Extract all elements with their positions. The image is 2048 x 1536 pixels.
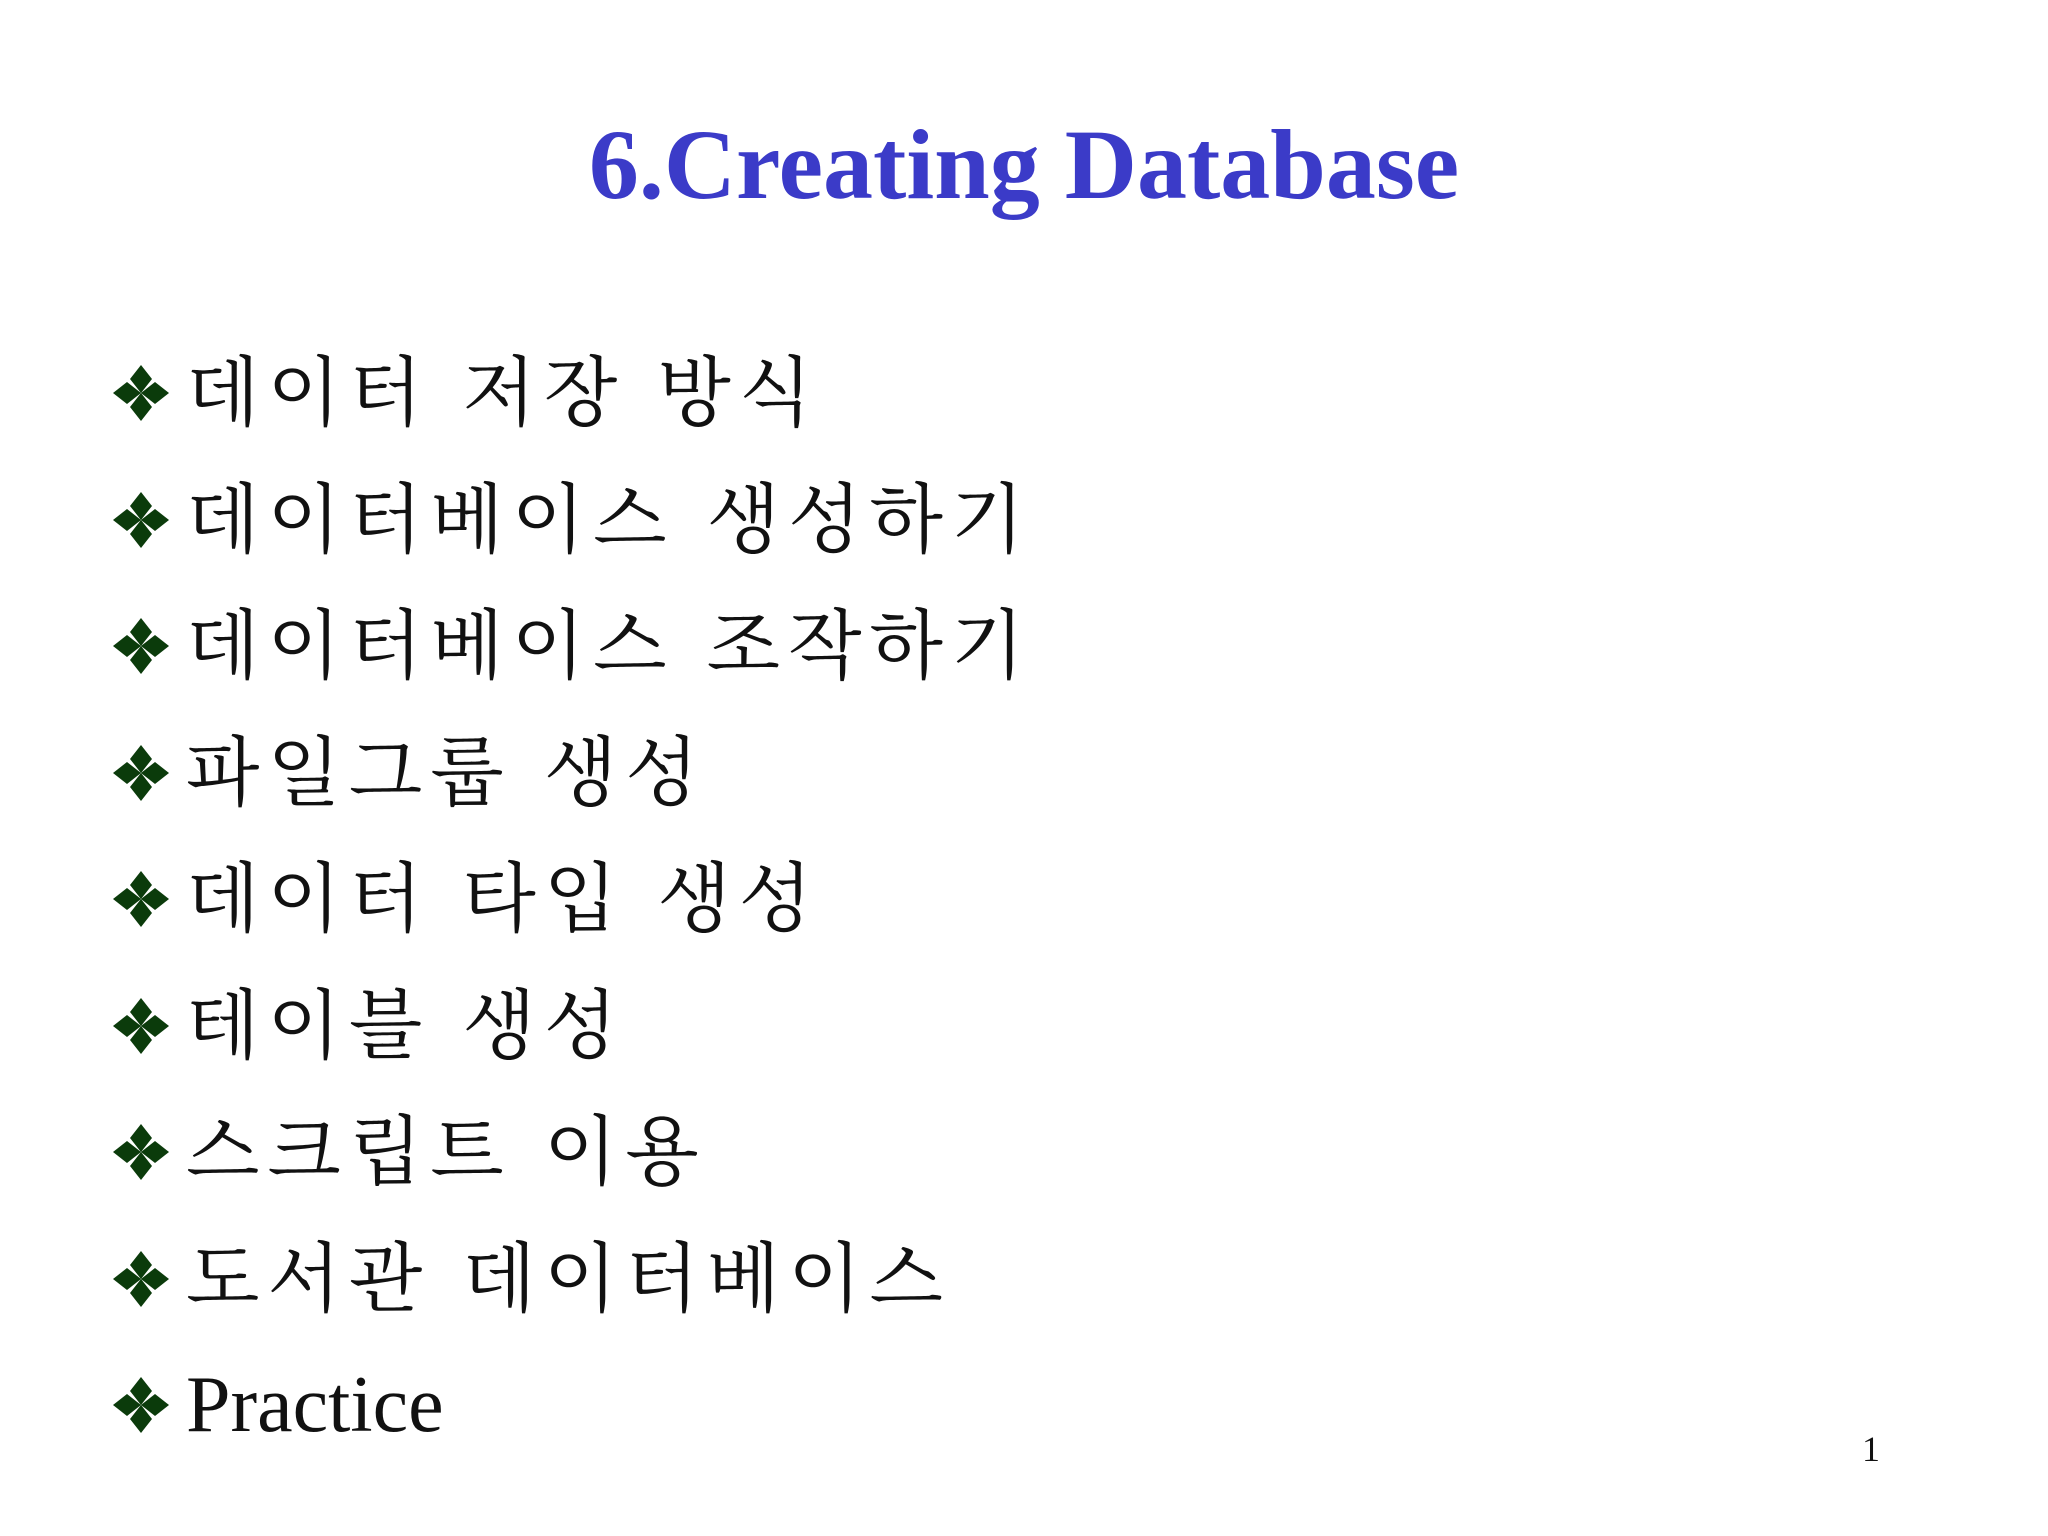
bullet-text: Practice xyxy=(186,1361,444,1450)
bullet-text: 파일그룹 생성 xyxy=(186,727,707,817)
bullet-item-5 xyxy=(110,836,1032,963)
page-number: 1 xyxy=(1862,1429,1880,1469)
bullet-item-1 xyxy=(110,330,1032,457)
four-diamond-bullet-icon xyxy=(110,362,172,424)
four-diamond-bullet-icon xyxy=(110,868,172,930)
bullet-text: 스크립트 이용 xyxy=(186,1107,707,1197)
bullet-text: 도서관 데이터베이스 xyxy=(186,1233,951,1323)
bullet-item-9 xyxy=(110,1342,1032,1469)
bullet-item-7 xyxy=(110,1089,1032,1216)
bullet-list xyxy=(110,330,1032,1469)
four-diamond-bullet-icon xyxy=(110,1248,172,1310)
four-diamond-bullet-icon xyxy=(110,742,172,804)
four-diamond-bullet-icon xyxy=(110,1121,172,1183)
four-diamond-bullet-icon xyxy=(110,615,172,677)
bullet-text: 테이블 생성 xyxy=(186,980,626,1070)
bullet-text: 데이터 타입 생성 xyxy=(186,854,821,944)
bullet-item-4 xyxy=(110,710,1032,837)
bullet-text: 데이터베이스 생성하기 xyxy=(186,474,1033,564)
four-diamond-bullet-icon xyxy=(110,995,172,1057)
four-diamond-bullet-icon xyxy=(110,489,172,551)
bullet-item-8 xyxy=(110,1216,1032,1343)
bullet-text: 데이터 저장 방식 xyxy=(186,348,821,438)
slide-title: 6.Creating Database xyxy=(588,109,1460,220)
bullet-item-2 xyxy=(110,457,1032,584)
bullet-text: 데이터베이스 조작하기 xyxy=(186,601,1033,691)
bullet-item-3 xyxy=(110,583,1032,710)
four-diamond-bullet-icon xyxy=(110,1374,172,1436)
bullet-item-6 xyxy=(110,963,1032,1090)
